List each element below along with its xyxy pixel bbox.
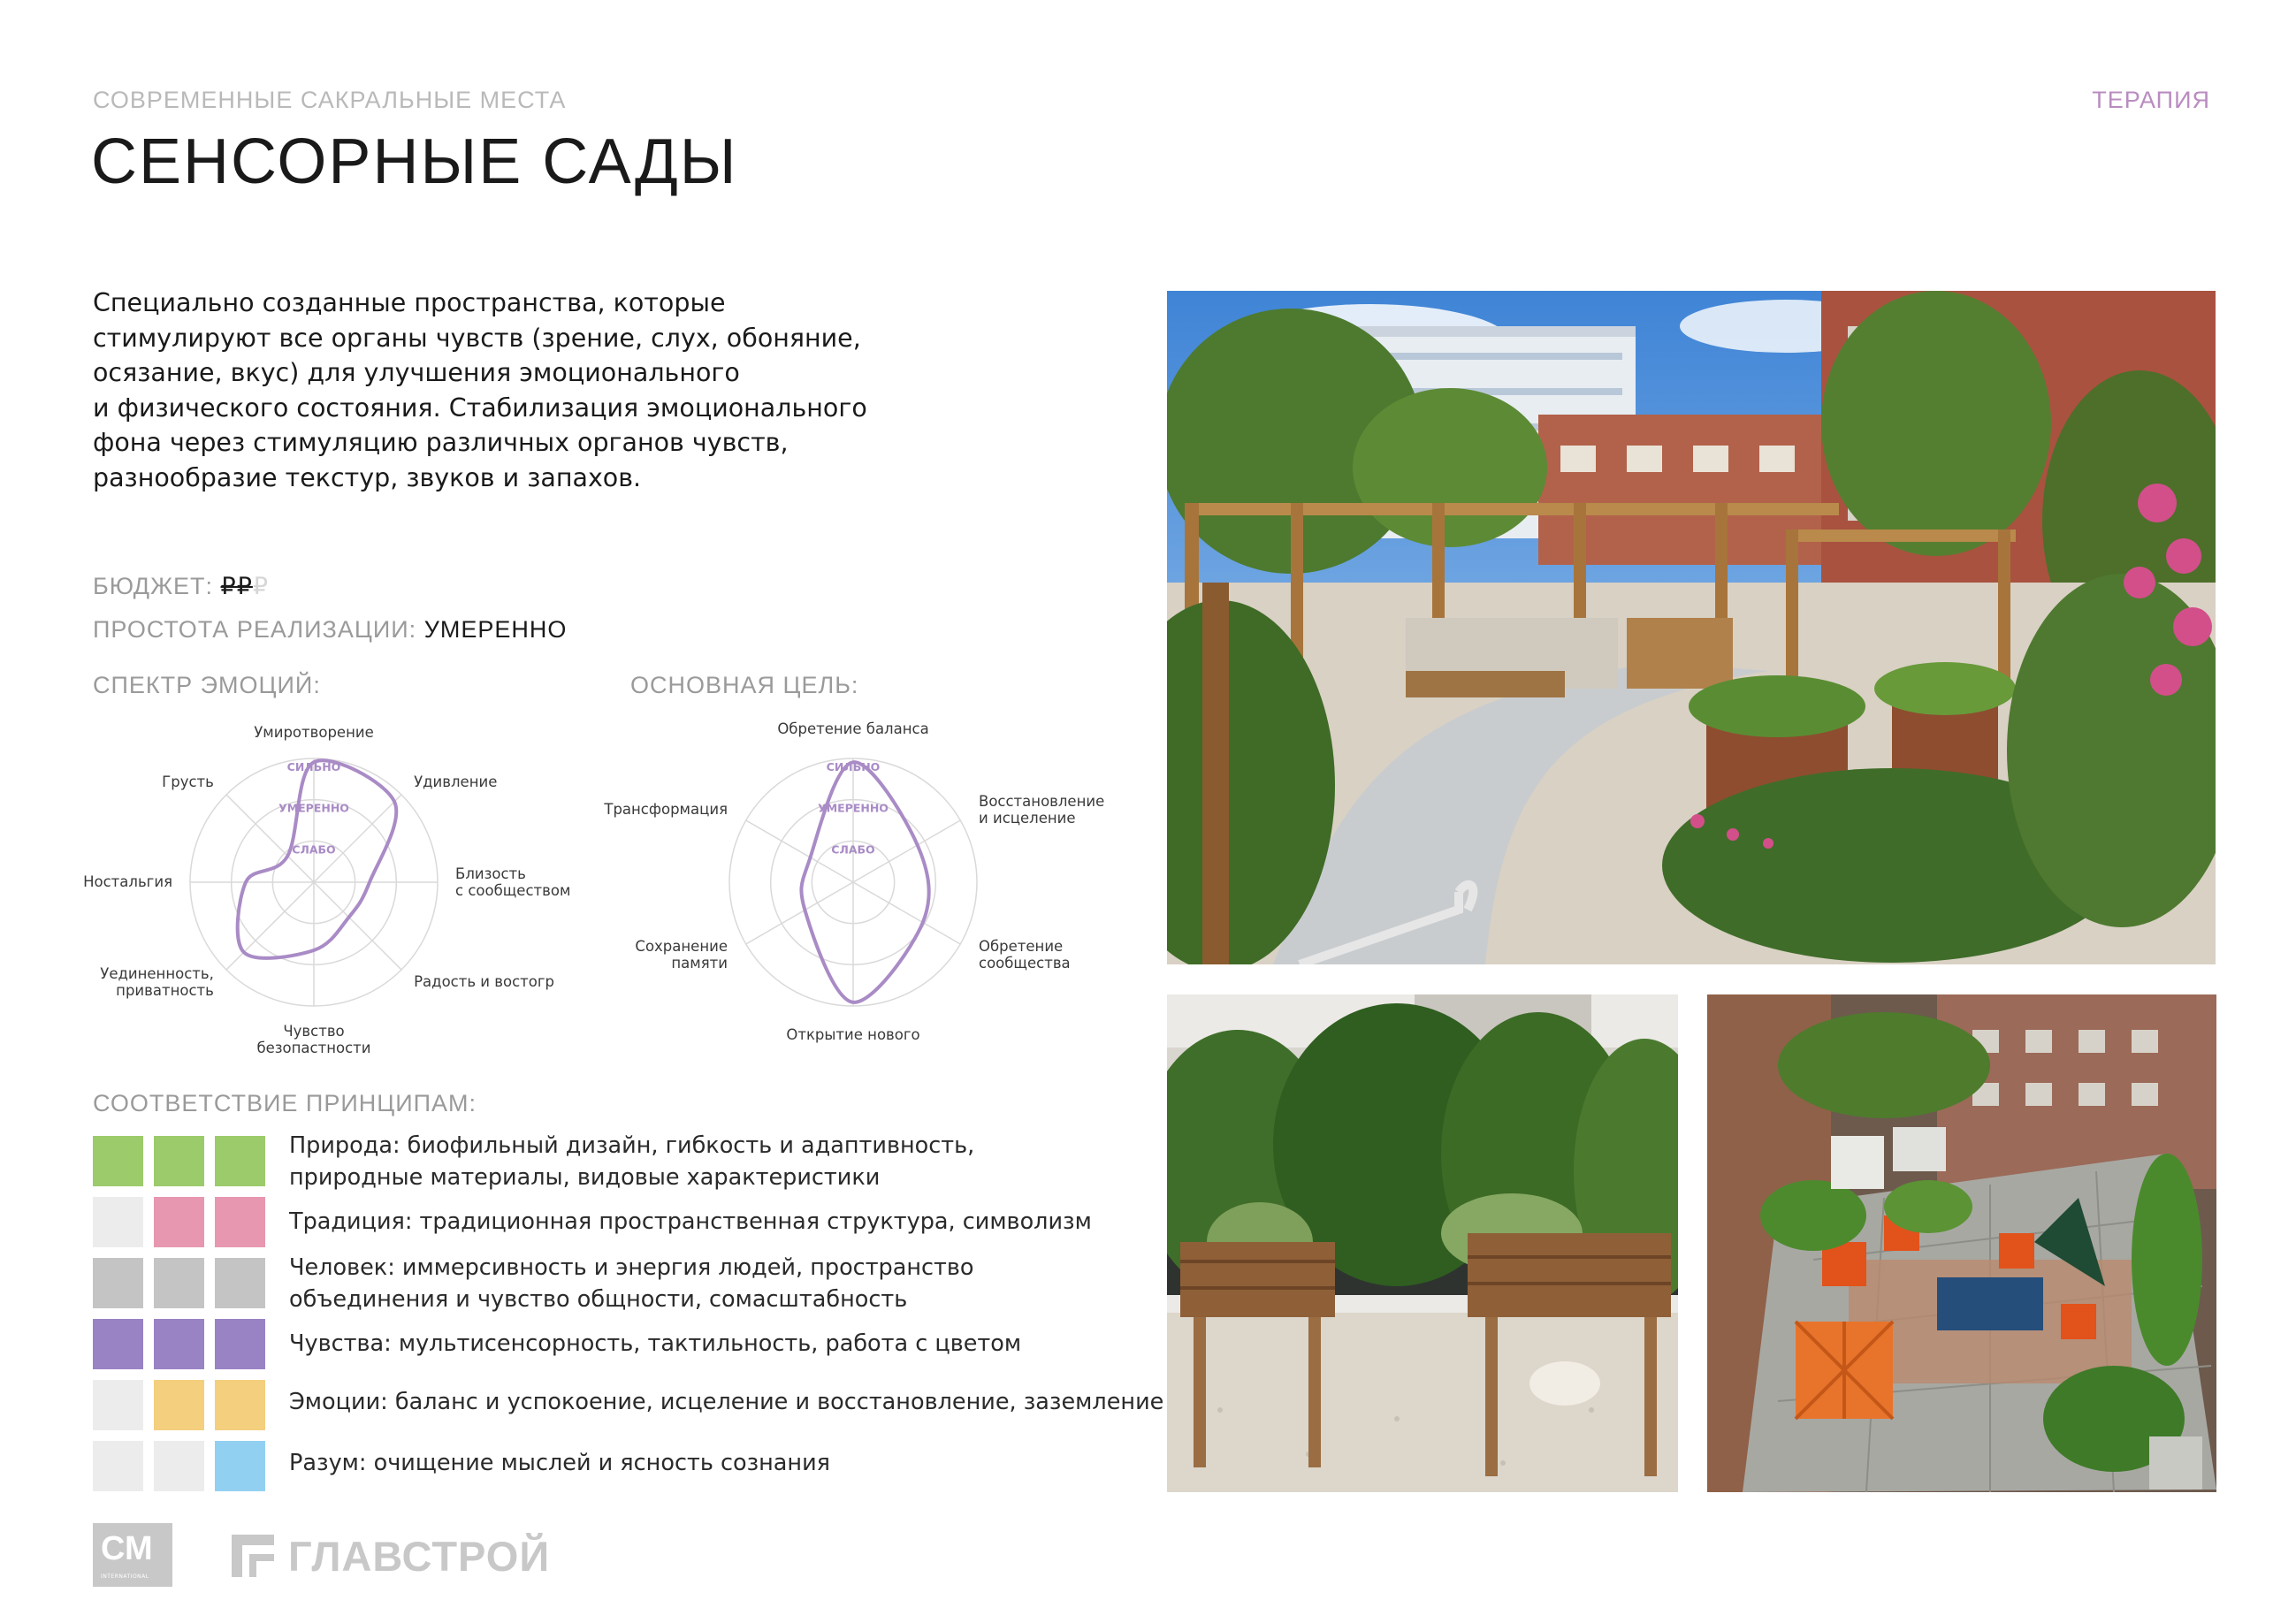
radar-axis-label-line: Грусть <box>162 773 214 790</box>
radar-axis-label-line: приватность <box>116 982 214 1000</box>
radar-axis-label-line: Ностальгия <box>83 873 172 890</box>
budget-label: БЮДЖЕТ: <box>93 573 214 599</box>
radar-axis-label-line: Уединенность, <box>100 965 214 983</box>
radar-axis-label-line: Сохранение <box>635 938 728 955</box>
budget-active: ₽₽ <box>220 573 253 599</box>
principle-swatches-tradition <box>93 1197 276 1246</box>
principle-swatches-mind <box>93 1441 276 1490</box>
principle-line: Эмоции: баланс и успокоение, исцеление и восстановление, заземление <box>289 1389 1164 1415</box>
radar-level-label: УМЕРЕННО <box>818 801 889 815</box>
budget-row <box>93 573 269 600</box>
principle-swatch <box>215 1136 265 1186</box>
simplicity-label: ПРОСТОТА РЕАЛИЗАЦИИ: <box>93 616 417 643</box>
principle-swatch <box>215 1197 265 1247</box>
radar-series-line <box>238 760 397 958</box>
goal-radar-chart <box>601 707 1132 1061</box>
principle-line: природные материалы, видовые характеристики <box>289 1164 881 1191</box>
principle-swatch <box>154 1136 204 1186</box>
radar-series-line <box>801 762 928 1002</box>
radar-axis-label-line: Удивление <box>414 773 498 790</box>
radar-axis-label <box>100 965 214 999</box>
description-line: осязание, вкус) для улучшения эмоционального <box>93 358 740 387</box>
radar-axis-label-line: Восстановление <box>979 793 1105 810</box>
radar-axis-label-line: с сообществом <box>455 882 571 899</box>
principle-line: объединения и чувство общности, сомасштабность <box>289 1286 908 1313</box>
radar-level-label: СИЛЬНО <box>826 760 881 773</box>
principle-line: Традиция: традиционная пространственная структура, символизм <box>289 1208 1092 1235</box>
cm-logo <box>93 1523 172 1587</box>
radar-axis-label-line: сообщества <box>979 955 1071 972</box>
principle-line: Разум: очищение мыслей и ясность сознания <box>289 1450 831 1476</box>
radar-axis-label <box>455 865 570 899</box>
radar-axis <box>853 882 960 944</box>
radar-axis-label <box>162 773 214 790</box>
radar-axis-label <box>414 973 554 990</box>
radar-axis-label-line: Чувство <box>283 1023 345 1040</box>
planter-boxes-photo <box>1167 994 1678 1492</box>
description <box>93 286 915 495</box>
description-line: и физического состояния. Стабилизация эмоционального <box>93 392 867 423</box>
principle-swatch <box>215 1258 265 1308</box>
radar-axis-label-line: безопастности <box>256 1040 371 1056</box>
principle-swatch <box>215 1319 265 1369</box>
radar-axis-label <box>254 724 374 741</box>
simplicity-value: УМЕРЕННО <box>423 616 568 643</box>
description-line: Специально созданные пространства, которые <box>93 288 726 317</box>
radar-axis <box>314 882 401 970</box>
goal-chart-title: ОСНОВНАЯ ЦЕЛЬ: <box>630 672 859 698</box>
page-title: СЕНСОРНЫЕ САДЫ <box>91 126 738 197</box>
emotions-chart-title: СПЕКТР ЭМОЦИЙ: <box>93 672 321 698</box>
principle-line: Природа: биофильный дизайн, гибкость и адаптивность, <box>289 1132 975 1159</box>
rooftop-garden-photo <box>1707 994 2216 1492</box>
principle-swatch <box>154 1441 204 1491</box>
radar-axis-label <box>979 938 1071 972</box>
section-kicker: СОВРЕМЕННЫЕ САКРАЛЬНЫЕ МЕСТА <box>93 87 567 113</box>
principle-swatch <box>93 1136 143 1186</box>
principle-swatches-human <box>93 1258 276 1307</box>
principle-text-senses <box>289 1328 1021 1360</box>
simplicity-row <box>93 616 567 644</box>
cm-logo-mark: СМ <box>101 1530 153 1567</box>
principles-title: СООТВЕТСТВИЕ ПРИНЦИПАМ: <box>93 1090 477 1116</box>
radar-axis <box>746 882 853 944</box>
principle-swatches-nature <box>93 1136 276 1185</box>
principle-swatch <box>93 1258 143 1308</box>
principle-swatches-senses <box>93 1319 276 1368</box>
radar-level-label: СИЛЬНО <box>286 760 341 773</box>
radar-axis-label-line: Трансформация <box>604 801 728 818</box>
principle-swatch <box>215 1441 265 1491</box>
glavstroy-logo <box>232 1529 550 1582</box>
radar-axis-label-line: Умиротворение <box>254 724 374 741</box>
principle-swatch <box>93 1380 143 1430</box>
emotions-radar-chart <box>71 707 601 1061</box>
principle-text-mind <box>289 1447 830 1479</box>
principle-swatch <box>154 1319 204 1369</box>
radar-axis-label <box>635 938 728 972</box>
rooftop-garden-image <box>1707 994 2216 1492</box>
radar-axis-label-line: памяти <box>671 955 728 972</box>
garden-courtyard-image <box>1167 291 2216 964</box>
radar-axis-label <box>414 773 497 790</box>
radar-axis-label-line: Обретение баланса <box>777 720 929 737</box>
description-line: фона через стимуляцию различных органов чувств, <box>93 428 789 457</box>
category-tag: ТЕРАПИЯ <box>2092 87 2210 113</box>
radar-axis-label-line: Обретение <box>979 938 1064 955</box>
principle-line: Чувства: мультисенсорность, тактильность, работа с цветом <box>289 1330 1022 1357</box>
radar-axis-label <box>256 1023 370 1056</box>
principle-swatches-emotions <box>93 1380 276 1429</box>
description-line: стимулируют все органы чувств (зрение, слух, обоняние, <box>93 323 861 353</box>
principle-text-human <box>289 1252 974 1315</box>
radar-axis-label <box>979 793 1104 827</box>
radar-axis-label <box>603 801 728 818</box>
description-line: разнообразие текстур, звуков и запахов. <box>93 462 642 492</box>
radar-axis-label <box>83 873 172 890</box>
principle-swatch <box>154 1258 204 1308</box>
cm-logo-sub: INTERNATIONAL <box>101 1573 149 1580</box>
radar-axis-label-line: Открытие нового <box>786 1026 920 1043</box>
radar-axis-label-line: Радость и востогр <box>414 973 555 991</box>
radar-axis-label <box>786 1026 919 1043</box>
main-garden-photo <box>1167 291 2216 964</box>
glavstroy-logo-icon <box>232 1535 274 1577</box>
radar-axis-label-line: и исцеление <box>979 810 1076 827</box>
principle-swatch <box>154 1197 204 1247</box>
radar-level-label: СЛАБО <box>831 842 875 857</box>
planter-boxes-image <box>1167 994 1678 1492</box>
principle-swatch <box>93 1441 143 1491</box>
radar-level-label: УМЕРЕННО <box>278 801 349 815</box>
radar-level-label: СЛАБО <box>292 842 336 857</box>
principle-text-tradition <box>289 1206 1092 1238</box>
principle-swatch <box>93 1197 143 1247</box>
principle-swatch <box>93 1319 143 1369</box>
principle-swatch <box>154 1380 204 1430</box>
radar-axis-label <box>777 720 928 737</box>
principle-line: Человек: иммерсивность и энергия людей, пространство <box>289 1254 974 1281</box>
radar-axis-label-line: Близость <box>455 865 526 882</box>
principle-swatch <box>215 1380 265 1430</box>
principle-text-nature <box>289 1130 974 1193</box>
budget-inactive: ₽ <box>252 573 270 599</box>
principle-text-emotions <box>289 1386 1163 1418</box>
glavstroy-logo-text: ГЛАВСТРОЙ <box>288 1532 551 1580</box>
